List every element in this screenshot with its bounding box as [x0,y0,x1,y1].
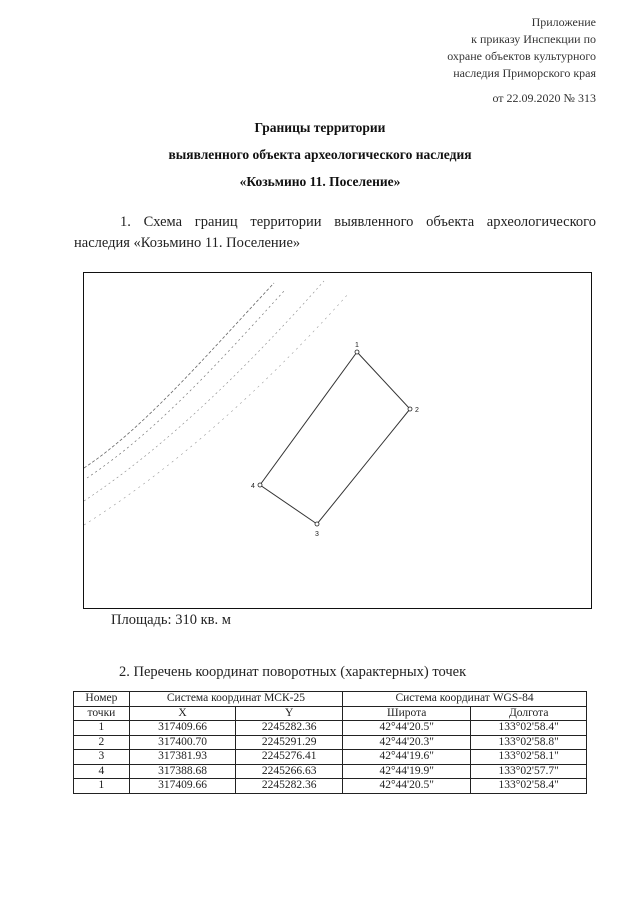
header-number: Номер [74,692,130,707]
table-row [74,735,587,750]
coordinates-table [73,691,587,794]
point-label-1: 1 [355,342,359,349]
map-contour-line [84,283,274,468]
table-row [74,721,587,736]
cell-y: 2245291.29 [236,735,343,750]
boundary-point-marker [408,407,412,411]
header-msk: Система координат МСК-25 [129,692,342,707]
boundary-point-marker [258,483,262,487]
appendix-block [336,14,596,82]
cell-lat: 42°44'20.3" [343,735,471,750]
cell-number: 2 [74,735,130,750]
table-header-row [74,692,587,707]
point-label-3: 3 [315,531,319,538]
cell-lon: 133°02'58.4" [471,721,587,736]
appendix-line: наследия Приморского края [453,66,596,80]
cell-y: 2245266.63 [236,764,343,779]
boundary-point-marker [355,350,359,354]
cell-lon: 133°02'58.8" [471,735,587,750]
cell-number: 1 [74,779,130,794]
area-text: Площадь: 310 кв. м [111,612,231,628]
order-date: от 22.09.2020 № 313 [492,91,596,105]
cell-x: 317381.93 [129,750,235,765]
map-contour-line [84,281,324,501]
section-2-heading: 2. Перечень координат поворотных (характерных) точек [119,664,467,680]
cell-lat: 42°44'20.5" [343,779,471,794]
header-wgs: Система координат WGS-84 [343,692,587,707]
cell-x: 317409.66 [129,779,235,794]
cell-number: 1 [74,721,130,736]
appendix-line: охране объектов культурного [447,49,596,63]
section-1-heading: 1. Схема границ территории выявленного объекта археологического наследия «Козьмино 11. Поселение» [74,214,596,251]
cell-lat: 42°44'19.6" [343,750,471,765]
boundary-scheme-map [83,272,592,609]
cell-y: 2245276.41 [236,750,343,765]
cell-lon: 133°02'58.1" [471,750,587,765]
cell-x: 317400.70 [129,735,235,750]
cell-x: 317409.66 [129,721,235,736]
table-subheader-row [74,706,587,721]
appendix-line: Приложение [531,15,596,29]
cell-lon: 133°02'57.7" [471,764,587,779]
cell-number: 3 [74,750,130,765]
map-contour-line [84,293,349,525]
cell-x: 317388.68 [129,764,235,779]
header-x: X [129,706,235,721]
cell-lon: 133°02'58.4" [471,779,587,794]
header-point: точки [74,706,130,721]
point-label-4: 4 [251,483,255,490]
table-row [74,764,587,779]
title-line-3: «Козьмино 11. Поселение» [239,174,401,189]
cell-lat: 42°44'20.5" [343,721,471,736]
point-label-2: 2 [415,407,419,414]
cell-lat: 42°44'19.9" [343,764,471,779]
map-contour-line [87,291,284,478]
cell-number: 4 [74,764,130,779]
map-drawing [84,273,590,607]
header-lat: Широта [343,706,471,721]
header-y: Y [236,706,343,721]
table-row [74,750,587,765]
boundary-point-marker [315,522,319,526]
appendix-line: к приказу Инспекции по [471,32,596,46]
title-line-2: выявленного объекта археологического наследия [168,147,472,162]
header-lon: Долгота [471,706,587,721]
cell-y: 2245282.36 [236,779,343,794]
title-line-1: Границы территории [254,120,386,135]
cell-y: 2245282.36 [236,721,343,736]
table-row [74,779,587,794]
territory-boundary [260,352,410,524]
